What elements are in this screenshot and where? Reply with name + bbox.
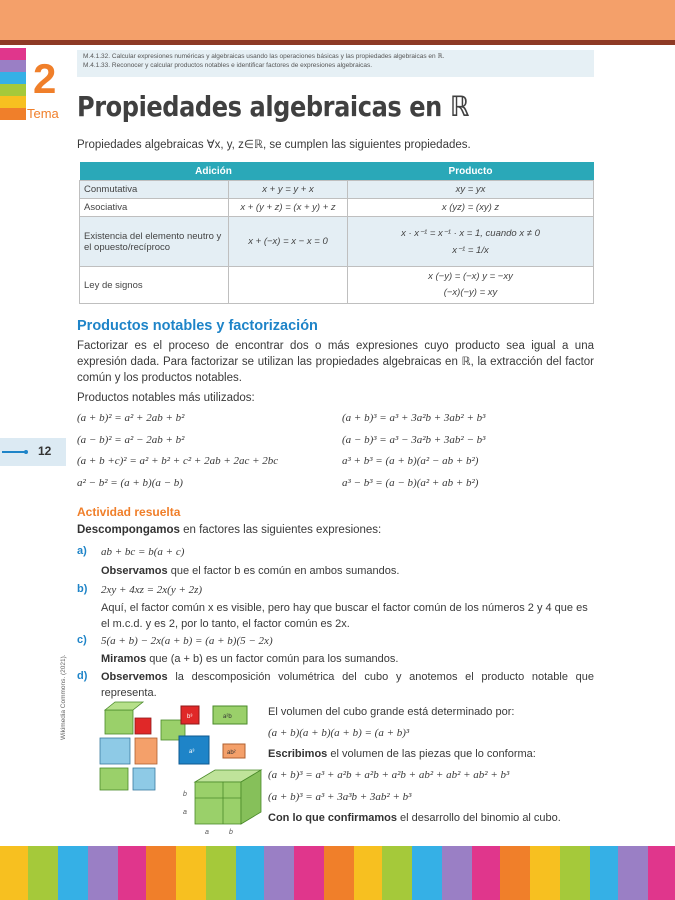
page-marker-dot: [24, 450, 28, 454]
row-add: x + y = y + x: [229, 181, 348, 199]
cube-line-2: (a + b)(a + b)(a + b) = (a + b)³: [268, 727, 410, 739]
bottom-color-band: [0, 846, 675, 900]
label-b3: b³: [187, 714, 193, 720]
cube-line-1: El volumen del cubo grande está determinado por:: [268, 706, 515, 718]
item-b-text: Aquí, el factor común x es visible, pero hay que buscar el factor común de los números 2 y 4 que es el m.c.d. y es 2, por lo tanto, el factor común es 2x.: [101, 602, 588, 630]
item-a-bold: Observamos: [101, 565, 168, 577]
label-ab2: ab²: [227, 750, 236, 756]
item-d-text: [101, 669, 594, 701]
theme-word: Tema: [27, 106, 59, 121]
cube-line-4: (a + b)³ = a³ + a²b + a²b + a²b + ab² + ab² + ab² + b³: [268, 769, 510, 781]
dim-b-bottom: b: [229, 829, 233, 836]
objectives-box: [77, 50, 594, 77]
formula-left-2: (a − b)² = a² − 2ab + b²: [77, 434, 185, 446]
activity-intro: [77, 522, 381, 538]
row-add: x + (y + z) = (x + y) + z: [229, 199, 348, 217]
row-name: Ley de signos: [80, 267, 229, 304]
row-prod-2: x⁻¹ = 1/x: [452, 244, 489, 256]
cube-bold-1: Escribimos: [268, 748, 328, 760]
top-divider: [0, 40, 675, 45]
dim-a-left: a: [183, 809, 187, 816]
item-a-text: [101, 563, 399, 579]
dim-b-left: b: [183, 791, 187, 798]
item-d-rest: la descomposición volumétrica del cubo y anotemos el producto notable que representa.: [101, 671, 594, 699]
row-prod: x (yz) = (xy) z: [348, 199, 594, 217]
item-label-b: b): [77, 583, 88, 595]
row-prod-2: (−x)(−y) = xy: [443, 287, 498, 298]
intro-text: Propiedades algebraicas ∀x, y, z∈ℝ, se cumplen las siguientes propiedades.: [77, 139, 471, 151]
section-title: Productos notables y factorización: [77, 318, 318, 334]
item-a-expr: ab + bc = b(a + c): [101, 546, 185, 558]
item-label-a: a): [77, 545, 87, 557]
row-add-empty: [229, 267, 348, 304]
item-b-expr: 2xy + 4xz = 2x(y + 2z): [101, 584, 203, 596]
objective-2: M.4.1.33. Reconocer y calcular productos notables e identificar factores de expresiones algebraicas.: [83, 62, 373, 69]
formula-left-4: a² − b² = (a + b)(a − b): [77, 477, 183, 489]
item-c-bold: Miramos: [101, 653, 147, 665]
row-prod: xy = yx: [348, 181, 594, 199]
activity-title: Actividad resuelta: [77, 505, 181, 519]
item-c-rest: que (a + b) es un factor común para los sumandos.: [146, 653, 399, 665]
row-name: Asociativa: [80, 199, 229, 217]
formula-left-1: (a + b)² = a² + 2ab + b²: [77, 412, 185, 424]
item-label-d: d): [77, 670, 88, 682]
item-d-bold: Observemos: [101, 671, 168, 683]
page-marker-line: [2, 451, 26, 453]
formulas-intro: Productos notables más utilizados:: [77, 392, 255, 404]
item-label-c: c): [77, 634, 87, 646]
activity-intro-rest: en factores las siguientes expresiones:: [179, 524, 382, 536]
activity-intro-bold: Descompongamos: [77, 524, 180, 536]
formula-right-4: a³ − b³ = (a − b)(a² + ab + b²): [342, 477, 479, 489]
item-a-rest: que el factor b es común en ambos sumandos.: [167, 565, 400, 577]
formula-left-3: (a + b +c)² = a² + b² + c² + 2ab + 2ac + 2bc: [77, 455, 279, 467]
cube-line-3-rest: el volumen de las piezas que lo conforma:: [330, 748, 536, 760]
row-prod: x · x⁻¹ = x⁻¹ · x = 1, cuando x ≠ 0: [401, 227, 540, 239]
row-prod-cell: [348, 217, 594, 267]
objective-1: M.4.1.32. Calcular expresiones numéricas y algebraicas usando las operaciones básicas y las propiedades algebraicas en ℝ.: [83, 53, 445, 60]
header-addition: Adición: [80, 162, 348, 181]
row-name: Existencia del elemento neutro y el opuesto/recíproco: [80, 217, 229, 267]
formula-right-1: (a + b)³ = a³ + 3a²b + 3ab² + b³: [342, 412, 486, 424]
properties-table: [79, 162, 594, 304]
image-credit: Wikimedia Commons. (2021).: [60, 654, 67, 740]
row-prod-cell: [348, 267, 594, 304]
item-c-expr: 5(a + b) − 2x(a + b) = (a + b)(5 − 2x): [101, 635, 273, 647]
row-name: Conmutativa: [80, 181, 229, 199]
label-ab2-top: a²b: [223, 714, 232, 720]
top-banner: [0, 0, 675, 40]
item-c-text: [101, 651, 398, 667]
section-paragraph: Factorizar es el proceso de encontrar dos o más expresiones cuyo producto sea igual a una expresión dada. Para factorizar se utilizan las propiedades algebraicas en ℝ, la extracción del factor común y los productos notables.: [77, 340, 594, 384]
page-number-tab: [0, 438, 66, 466]
header-product: Producto: [348, 162, 594, 181]
cube-line-5: (a + b)³ = a³ + 3a³b + 3ab² + b³: [268, 791, 412, 803]
side-color-stripes: [0, 48, 26, 120]
page-number: 12: [38, 444, 52, 458]
formula-right-2: (a − b)³ = a³ − 3a²b + 3ab² − b³: [342, 434, 486, 446]
formula-right-3: a³ + b³ = (a + b)(a² − ab + b²): [342, 455, 479, 467]
cube-bold-2: Con lo que confirmamos: [268, 812, 397, 824]
label-a3: a³: [189, 749, 195, 755]
row-prod: x (−y) = (−x) y = −xy: [428, 271, 513, 282]
cube-decomposition-figure: [95, 700, 265, 838]
cube-line-6: [268, 810, 561, 826]
cube-line-3: [268, 746, 536, 762]
page-title: Propiedades algebraicas en ℝ: [77, 90, 469, 123]
theme-number: 2: [33, 55, 57, 102]
dim-a-bottom: a: [205, 829, 209, 836]
row-add: x + (−x) = x − x = 0: [229, 217, 348, 267]
cube-line-6-rest: el desarrollo del binomio al cubo.: [396, 812, 561, 824]
